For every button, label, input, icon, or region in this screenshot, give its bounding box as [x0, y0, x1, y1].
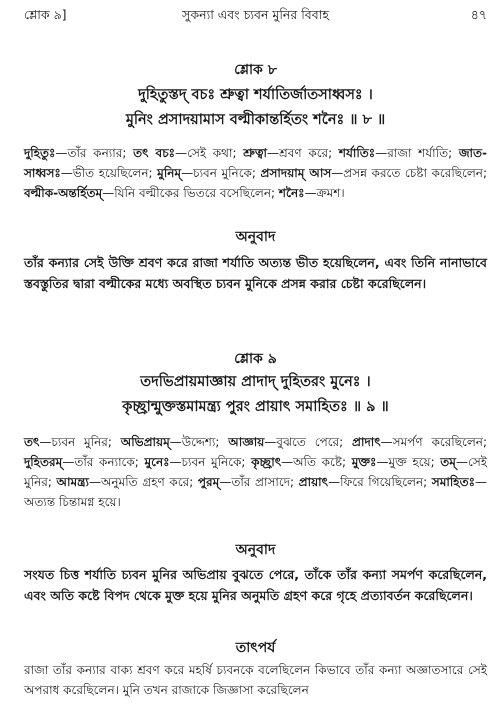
shloka9-synonym-word: তৎ [24, 435, 40, 449]
shloka9-synonym-word: প্রায়াৎ [298, 475, 329, 489]
shloka9-synonym-meaning: —চ্যবন মুনির; [39, 435, 121, 449]
shloka-9-synonyms [24, 432, 487, 512]
purport-text: রাজা তাঁর কন্যার বাক্য শ্রবণ করে মহর্ষি চ্যবনকে বলেছিলেন কিভাবে তাঁর কন্যা অজ্ঞাতসারে সেই অপরাধ করেছিলেন। মুনি তখন রাজাকে জিজ্ঞাসা করেছিলেন [24, 663, 487, 697]
shloka9-synonym-meaning: —মুক্ত হয়ে; [376, 455, 441, 469]
shloka8-synonym-word: শ্রুত্বা [243, 146, 267, 160]
page-number: ৪৭ [470, 7, 487, 22]
shloka9-synonym-word: মুক্তঃ [351, 455, 377, 469]
shloka9-synonym-meaning: —উদ্দেশ্য; [169, 435, 229, 449]
shloka9-synonym-word: পুরম্ [197, 475, 220, 489]
shloka8-synonym-meaning: —চ্যবন মুনিকে; [181, 166, 261, 180]
shloka8-synonym-meaning: —ক্রমশ। [304, 186, 345, 200]
shloka8-synonym-word: বল্মীক-অন্তর্হিতম্ [24, 186, 103, 200]
shloka9-synonym-meaning: —বুঝতে পেরে; [264, 435, 353, 449]
shloka8-synonym-meaning: —রাজা শর্যাতি; [375, 146, 459, 160]
shloka9-synonym-meaning: —সেই মুনির; [24, 455, 488, 489]
shloka8-synonym-word: মুনিম্ [157, 166, 182, 180]
header-verse-ref: শ্লোক ৯] [24, 7, 67, 22]
shloka-8-translation-heading: অনুবাদ [235, 229, 276, 245]
shloka8-synonym-meaning: —প্রসন্ন করতে চেষ্টা করেছিলেন; [331, 166, 488, 180]
shloka-9-translation: সংযত চিত্ত শর্যাতি চ্যবন মুনির অভিপ্রায় বুঝতে পেরে, তাঁকে তাঁর কন্যা সমর্পণ করেছিলেন, এবং অতি কষ্টে বিপদ থেকে মুক্ত হয়ে মুনির অনুমতি গ্রহণ করে গৃহে প্রত্যাবর্তন করেছিলেন। [24, 567, 487, 603]
shloka8-synonym-word: শনৈঃ [278, 186, 305, 200]
shloka9-synonym-word: তম্ [440, 455, 456, 469]
shloka8-synonym-meaning: —যিনি বল্মীকের ভিতরে বসেছিলেন; [102, 186, 279, 200]
shloka-9-translation-heading: অনুবাদ [235, 542, 276, 558]
shloka-8-synonyms [24, 143, 487, 203]
shloka9-synonym-word: আমন্ত্র্য [56, 475, 89, 489]
shloka9-synonym-word: আজ্ঞায় [228, 435, 265, 449]
shloka8-synonym-word: শর্যাতিঃ [338, 146, 376, 160]
shloka9-synonym-meaning: —ফিরে গিয়েছিলেন; [328, 475, 432, 489]
shloka9-synonym-word: অভিপ্রায়ম্ [120, 435, 170, 449]
shloka9-synonym-word: কৃচ্ছ্রাৎ [251, 455, 282, 469]
shloka9-synonym-word: মুনেঃ [144, 455, 170, 469]
shloka9-synonym-meaning: —তাঁর প্রাসাদে; [219, 475, 299, 489]
shloka9-synonym-word: দুহিতরম্ [24, 455, 63, 469]
running-header [24, 4, 487, 26]
shloka-8-verse-line-1: দুহিতুস্তদ্ বচঃ শ্রুত্বা শর্যাতির্জাতসাধ্বসঃ । [138, 87, 373, 103]
shloka-8-translation: তাঁর কন্যার সেই উক্তি শ্রবণ করে রাজা শর্যাতি অত্যন্ত ভীত হয়েছিলেন, এবং তিনি নানাভাবে স্তবস্তুতির দ্বারা বল্মীকের মধ্যে অবস্থিত চ্যবন মুনিকে প্রসন্ন করার চেষ্টা করেছিলেন। [24, 255, 487, 291]
shloka8-synonym-meaning: —সেই কথা; [175, 146, 244, 160]
shloka8-synonym-word: তৎ বচঃ [133, 146, 176, 160]
shloka9-synonym-meaning: —অতি কষ্টে; [281, 455, 352, 469]
shloka9-synonym-meaning: —অনুমতি গ্রহণ করে; [89, 475, 198, 489]
shloka-9-verse-line-2: কৃচ্ছ্রান্মুক্তস্তমামন্ত্র্য পুরং প্রায়াৎ সমাহিতঃ ॥ ৯ ॥ [122, 399, 389, 415]
purport-heading: তাৎপর্য [235, 640, 276, 656]
shloka8-synonym-word: জাত-সাধ্বসঃ [24, 146, 488, 180]
shloka8-synonym-meaning: —তাঁর কন্যার; [55, 146, 134, 160]
shloka-9-verse-line-1: তদভিপ্রায়মাজ্ঞায় প্রাদাদ্ দুহিতরং মুনেঃ । [140, 374, 371, 390]
shloka9-synonym-meaning: —অত্যন্ত চিন্তামগ্ন হয়ে। [24, 475, 487, 509]
shloka9-synonym-meaning: —তাঁর কন্যাকে; [62, 455, 145, 469]
shloka9-synonym-meaning: —চ্যবন মুনিকে; [169, 455, 252, 469]
shloka8-synonym-meaning: —শ্রবণ করে; [266, 146, 339, 160]
shloka9-synonym-word: প্রাদাৎ [352, 435, 381, 449]
shloka-8-heading: শ্লোক ৮ [234, 62, 277, 78]
shloka8-synonym-word: প্রসাদয়াম্ আস [260, 166, 332, 180]
shloka8-synonym-meaning: —ভীত হয়েছিলেন; [60, 166, 158, 180]
shloka8-synonym-word: দুহিতুঃ [24, 146, 56, 160]
shloka9-synonym-word: সমাহিতঃ [431, 475, 475, 489]
shloka9-synonym-meaning: —সমর্পণ করেছিলেন; [380, 435, 487, 449]
header-chapter-title: সুকন্যা এবং চ্যবন মুনির বিবাহ [182, 7, 329, 22]
shloka-8-verse-line-2: মুনিং প্রসাদয়ামাস বল্মীকান্তর্হিতং শনৈঃ ॥ ৮ ॥ [125, 112, 386, 128]
shloka-9-heading: শ্লোক ৯ [234, 351, 277, 367]
